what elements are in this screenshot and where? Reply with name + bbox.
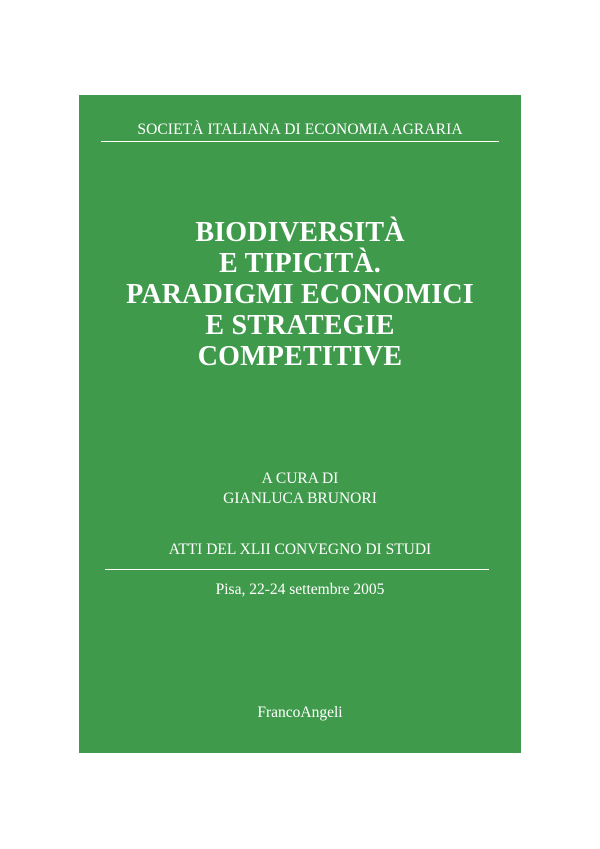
book-cover bbox=[79, 95, 521, 753]
editor-name: GIANLUCA BRUNORI bbox=[223, 490, 377, 507]
society-name: SOCIETÀ ITALIANA DI ECONOMIA AGRARIA bbox=[137, 121, 463, 138]
title-line: E TIPICITÀ. bbox=[219, 248, 381, 279]
title-line: PARADIGMI ECONOMICI bbox=[126, 279, 474, 310]
book-title bbox=[79, 217, 521, 372]
title-line: COMPETITIVE bbox=[197, 341, 403, 372]
editor-block bbox=[79, 469, 521, 509]
editor-label: A CURA DI bbox=[261, 470, 339, 487]
title-line: E STRATEGIE bbox=[205, 310, 395, 341]
location-dates: Pisa, 22-24 settembre 2005 bbox=[215, 581, 385, 598]
middle-divider bbox=[105, 569, 489, 570]
title-line: BIODIVERSITÀ bbox=[195, 217, 405, 248]
top-divider bbox=[101, 141, 499, 142]
proceedings-title: ATTI DEL XLII CONVEGNO DI STUDI bbox=[168, 541, 432, 558]
publisher-name: FrancoAngeli bbox=[257, 704, 343, 721]
